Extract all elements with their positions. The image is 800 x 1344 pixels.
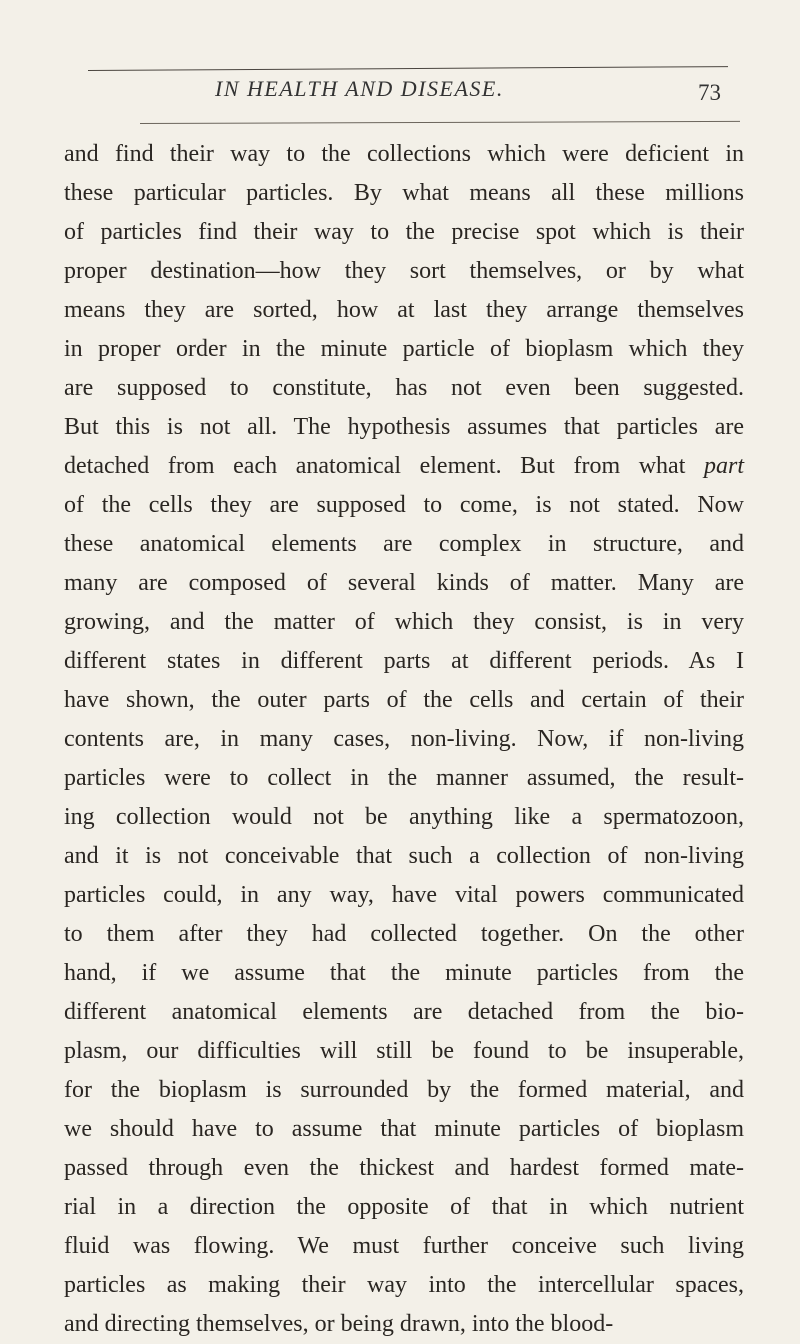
text-line: fluid was flowing. We must further conceive such living [64,1233,744,1259]
text-line: means they are sorted, how at last they arrange themselves [64,297,744,323]
text-line: to them after they had collected together. On the other [64,921,744,947]
text-line: different states in different parts at different periods. As I [64,648,744,674]
text-line: of the cells they are supposed to come, is not stated. Now [64,492,744,518]
running-head: IN HEALTH AND DISEASE. [215,76,504,101]
text-line: passed through even the thickest and hardest formed mate- [64,1155,744,1181]
text-line: plasm, our difficulties will still be found to be insuperable, [64,1038,744,1064]
text-line: and it is not conceivable that such a collection of non-living [64,843,744,869]
italic-word: part [703,453,744,479]
header-rule [140,121,740,124]
text-line: proper destination—how they sort themselves, or by what [64,258,744,284]
text-line: these anatomical elements are complex in structure, and [64,531,744,557]
text-line: ing collection would not be anything like a spermatozoon, [64,804,744,830]
page-number: 73 [698,80,721,105]
text-line: particles could, in any way, have vital powers communicated [64,882,744,908]
text-line: growing, and the matter of which they consist, is in very [64,609,744,635]
text-line: for the bioplasm is surrounded by the formed material, and [64,1077,744,1103]
text-line-with-italic [64,447,744,486]
text-line: are supposed to constitute, has not even been suggested. [64,375,744,401]
text-line: have shown, the outer parts of the cells and certain of their [64,687,744,713]
text-line: But this is not all. The hypothesis assumes that particles are [64,414,744,440]
text-line: of particles find their way to the precise spot which is their [64,219,744,245]
text-line: rial in a direction the opposite of that in which nutrient [64,1194,744,1220]
text-line: and directing themselves, or being drawn, into the blood- [64,1311,614,1337]
body-text [64,135,744,1344]
text-line: hand, if we assume that the minute particles from the [64,960,744,986]
text-line: these particular particles. By what means all these millions [64,180,744,206]
text-line: many are composed of several kinds of matter. Many are [64,570,744,596]
text-line: particles were to collect in the manner assumed, the result- [64,765,744,791]
text-line: we should have to assume that minute particles of bioplasm [64,1116,744,1142]
text-line: in proper order in the minute particle of bioplasm which they [64,336,744,362]
text-line: and find their way to the collections which were deficient in [64,141,744,167]
text-segment: detached from each anatomical element. But from what [64,453,686,479]
top-rule [88,66,728,71]
text-line: different anatomical elements are detached from the bio- [64,999,744,1025]
text-line: contents are, in many cases, non-living. Now, if non-living [64,726,744,752]
text-line: particles as making their way into the intercellular spaces, [64,1272,744,1298]
